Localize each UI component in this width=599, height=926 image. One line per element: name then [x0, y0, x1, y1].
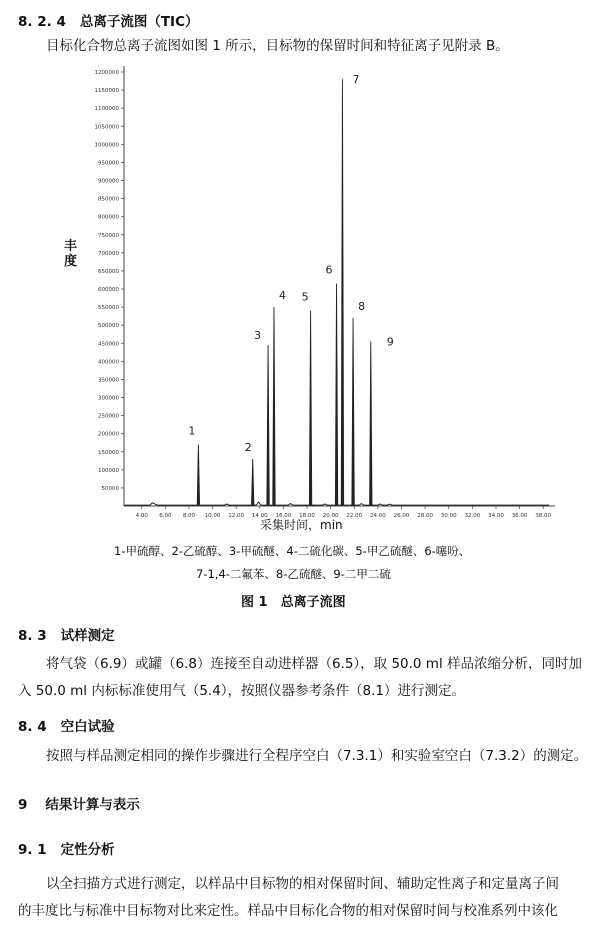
- peak-9: [370, 341, 372, 505]
- section-title: 试样测定: [60, 628, 115, 644]
- section-8-3-line2: 入 50.0 ml 内标标准使用气（5.4），按照仪器参考条件（8.1）进行测定。: [18, 683, 466, 699]
- x-axis-ticks: [136, 506, 552, 519]
- y-tick-label: 950000: [98, 160, 119, 167]
- peak-7: [341, 79, 343, 505]
- x-axis-label: 采集时间，min: [260, 518, 343, 532]
- peak-label-7: 7: [352, 73, 360, 87]
- section-number: 9. 1: [18, 842, 47, 858]
- section-number: 9: [18, 797, 28, 813]
- y-axis-label-2: 度: [64, 254, 78, 269]
- peak-3: [267, 345, 269, 505]
- peak-label-6: 6: [325, 263, 333, 277]
- section-title: 结果计算与表示: [45, 797, 140, 813]
- peak-label-4: 4: [278, 289, 286, 303]
- y-tick-label: 900000: [98, 178, 119, 185]
- figure-legend-line1: 1-甲硫醇、2-乙硫醇、3-甲硫醚、4-二硫化碳、5-甲乙硫醚、6-噻吩、: [114, 544, 471, 558]
- section-9-heading: [18, 793, 140, 813]
- y-tick-label: 150000: [98, 449, 119, 456]
- y-tick-label: 400000: [98, 359, 119, 366]
- x-tick-label: 16.00: [275, 513, 292, 519]
- x-tick-label: 32.00: [464, 513, 481, 519]
- x-tick-label: 10.00: [204, 513, 221, 519]
- section-9-1-heading: [18, 838, 115, 858]
- peak-5: [309, 311, 311, 505]
- figure-legend-line2: 7-1,4-二氟苯、8-乙硫醚、9-二甲二硫: [196, 567, 391, 581]
- x-tick-label: 38.00: [535, 513, 552, 519]
- y-tick-label: 650000: [98, 268, 119, 275]
- peak-label-8: 8: [358, 299, 366, 313]
- x-tick-label: 26.00: [393, 513, 410, 519]
- section-number: 8. 4: [18, 719, 47, 735]
- x-tick-label: 28.00: [417, 513, 433, 519]
- x-tick-label: 8.00: [182, 513, 196, 519]
- section-number: 8. 2. 4: [18, 14, 66, 30]
- peak-label-9: 9: [386, 335, 394, 349]
- y-tick-label: 300000: [98, 395, 119, 402]
- section-8-2-4-heading: [18, 10, 198, 30]
- y-tick-label: 450000: [98, 341, 119, 348]
- y-tick-label: 700000: [98, 250, 119, 257]
- x-tick-label: 34.00: [488, 513, 504, 519]
- tic-chart: [0, 60, 599, 540]
- y-tick-label: 850000: [98, 196, 119, 203]
- y-tick-label: 800000: [98, 214, 119, 221]
- section-8-2-4-text: 目标化合物总离子流图如图 1 所示，目标物的保留时间和特征离子见附录 B。: [46, 38, 509, 54]
- x-tick-label: 24.00: [370, 513, 386, 519]
- x-tick-label: 18.00: [299, 513, 315, 519]
- y-tick-label: 250000: [98, 413, 119, 420]
- y-tick-label: 100000: [98, 467, 119, 474]
- peak-label-1: 1: [188, 424, 196, 438]
- y-tick-label: 600000: [98, 287, 119, 293]
- x-tick-label: 30.00: [440, 513, 457, 519]
- x-tick-label: 14.00: [251, 513, 268, 519]
- x-tick-label: 36.00: [511, 513, 528, 519]
- peak-label-3: 3: [254, 329, 262, 343]
- y-tick-label: 200000: [98, 431, 119, 438]
- section-9-1-line1: 以全扫描方式进行测定，以样品中目标物的相对保留时间、辅助定性离子和定量离子间: [46, 876, 559, 892]
- x-tick-label: 22.00: [346, 513, 363, 519]
- y-tick-label: 1200000: [94, 70, 119, 76]
- peak-label-2: 2: [244, 440, 252, 454]
- section-8-3-heading: [18, 624, 115, 644]
- peak-2: [252, 459, 254, 505]
- x-tick-label: 4.00: [135, 513, 148, 519]
- x-tick-label: 20.00: [322, 513, 339, 519]
- section-number: 8. 3: [18, 628, 47, 644]
- section-8-3-line1: 将气袋（6.9）或罐（6.8）连接至自动进样器（6.5），取 50.0 ml 样品浓缩分析，同时加: [46, 656, 582, 672]
- section-title: 定性分析: [60, 842, 115, 858]
- figure-title: 图 1 总离子流图: [241, 595, 346, 610]
- x-tick-label: 12.00: [228, 513, 245, 519]
- section-title: 空白试验: [60, 719, 115, 735]
- section-9-1-line2: 的丰度比与标准中目标物对比来定性。样品中目标化合物的相对保留时间与校准系列中该化: [18, 903, 558, 919]
- y-tick-label: 1150000: [94, 88, 119, 95]
- y-axis-ticks: [95, 70, 125, 492]
- peak-6: [335, 284, 337, 505]
- peak-8: [352, 318, 354, 505]
- y-axis-label-1: 丰: [64, 239, 78, 254]
- peak-labels: [188, 73, 393, 454]
- section-title: 总离子流图（TIC）: [79, 14, 199, 30]
- peak-1: [197, 445, 199, 505]
- y-tick-label: 1050000: [94, 124, 119, 131]
- y-tick-label: 1100000: [94, 106, 119, 113]
- y-tick-label: 1000000: [94, 142, 119, 149]
- y-tick-label: 500000: [98, 323, 119, 330]
- section-8-4-line1: 按照与样品测定相同的操作步骤进行全程序空白（7.3.1）和实验室空白（7.3.2）的测定。: [46, 748, 588, 764]
- section-8-4-heading: [18, 715, 115, 735]
- y-tick-label: 550000: [98, 305, 119, 312]
- peak-4: [273, 307, 275, 505]
- y-tick-label: 50000: [101, 485, 119, 492]
- y-tick-label: 750000: [98, 232, 119, 239]
- peak-label-5: 5: [301, 290, 309, 304]
- x-tick-label: 6.00: [159, 513, 172, 519]
- y-tick-label: 350000: [98, 377, 119, 384]
